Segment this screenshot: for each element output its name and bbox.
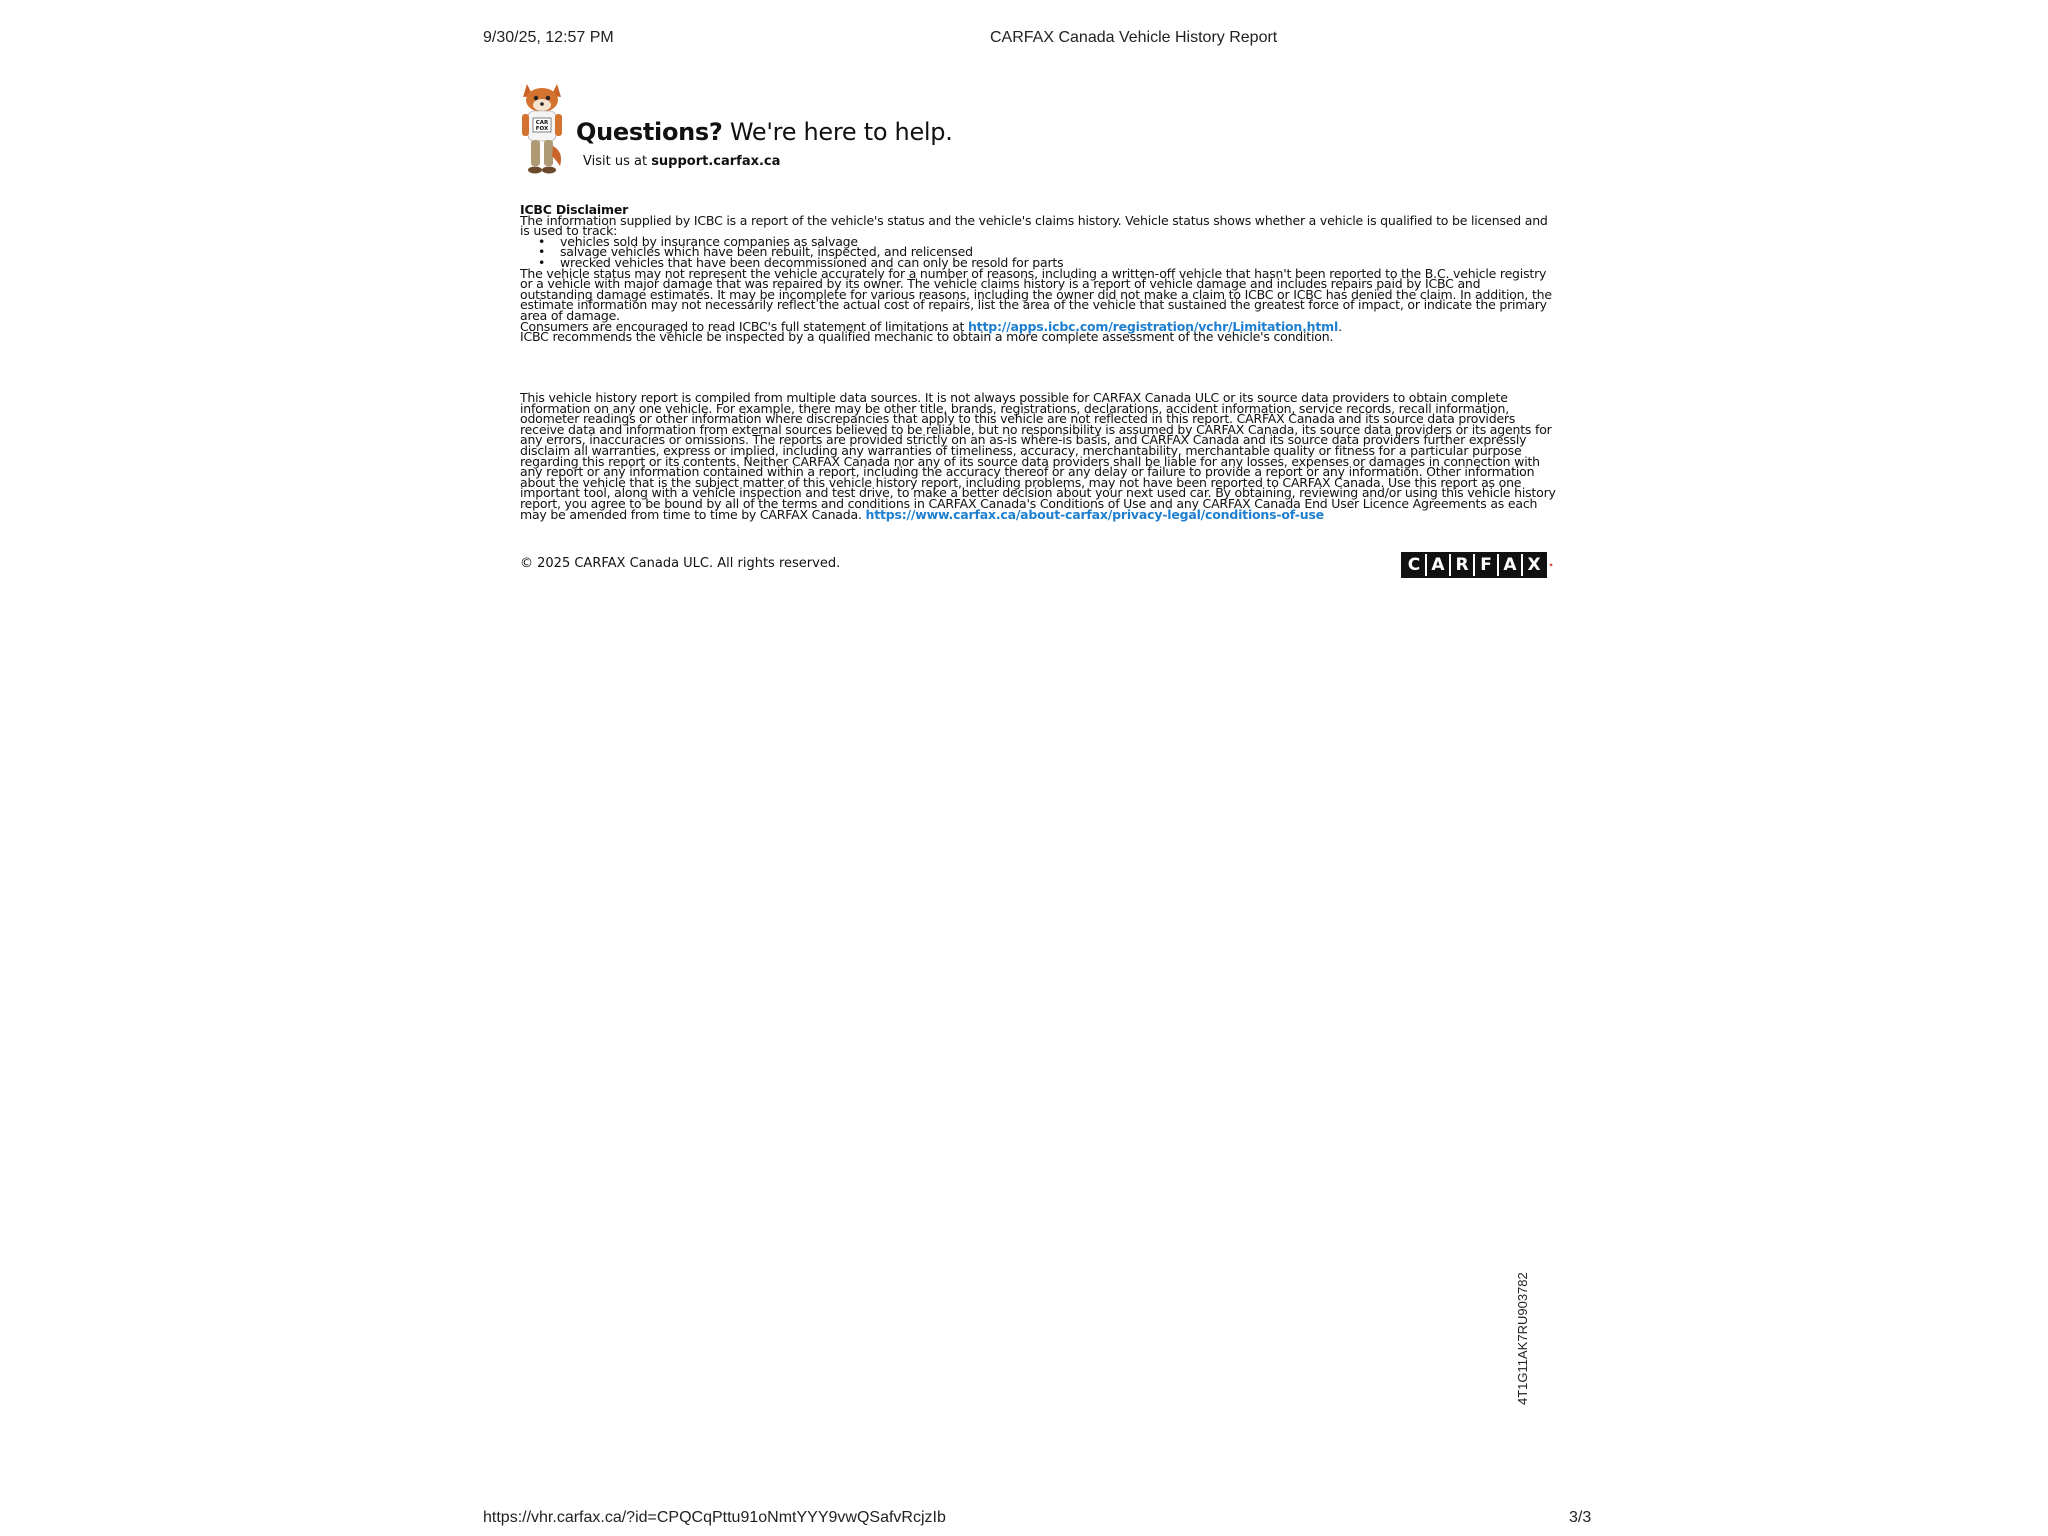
svg-text:CAR: CAR bbox=[535, 120, 549, 126]
legal-paragraph bbox=[520, 390, 1556, 522]
logo-letter: C bbox=[1403, 554, 1425, 576]
icbc-inspection-note: ICBC recommends the vehicle be inspected by a qualified mechanic to obtain a more complete assessment of the vehicle's condition. bbox=[520, 329, 1334, 345]
logo-letter: X bbox=[1523, 554, 1545, 576]
help-heading-rest: We're here to help. bbox=[722, 118, 953, 146]
help-heading-bold: Questions? bbox=[576, 118, 723, 146]
conditions-of-use-link[interactable]: https://www.carfax.ca/about-carfax/privacy-legal/conditions-of-use bbox=[865, 506, 1324, 522]
help-visit-line bbox=[583, 154, 780, 169]
help-heading bbox=[576, 118, 953, 146]
legal-disclaimer bbox=[520, 390, 1556, 522]
copyright-notice: © 2025 CARFAX Canada ULC. All rights reserved. bbox=[520, 556, 841, 571]
icbc-tracking-list bbox=[520, 233, 1554, 270]
icbc-limitations-link[interactable]: http://apps.icbc.com/registration/vchr/Limitation.html bbox=[967, 318, 1339, 334]
print-header-title: CARFAX Canada Vehicle History Report bbox=[990, 29, 1278, 46]
help-visit-prefix: Visit us at bbox=[583, 154, 652, 169]
icbc-status-note: The vehicle status may not represent the vehicle accurately for a number of reasons, including a written-off vehicle that hasn't been reported to the B.C. vehicle registry or a vehicle with major damage that was repaired by its owner. The vehicle claims history is a report of vehicle damage and includes repairs paid by ICBC and outstanding damage estimates. It may be incomplete for various reasons, including the owner did not make a claim to ICBC or ICBC has denied the claim. In addition, the estimate information may not necessarily reflect the actual cost of repairs, list the area of the vehicle that sustained the greatest force of impact, or indicate the primary area of damage. bbox=[520, 265, 1552, 323]
carfox-mascot-icon bbox=[518, 80, 566, 176]
print-footer-page-number: 3/3 bbox=[1569, 1509, 1592, 1526]
carfax-wordmark bbox=[1401, 552, 1547, 578]
carfax-canada-logo bbox=[1401, 553, 1553, 577]
print-footer-url: https://vhr.carfax.ca/?id=CPQCqPttu91oNmtYYY9vwQSafvRcjzIb bbox=[483, 1509, 946, 1526]
icbc-disclaimer-title: ICBC Disclaimer bbox=[520, 202, 629, 217]
svg-text:FOX: FOX bbox=[535, 126, 549, 132]
logo-letter: R bbox=[1451, 554, 1473, 576]
maple-leaf-icon bbox=[1549, 553, 1553, 577]
icbc-limitations-prefix: Consumers are encouraged to read ICBC's full statement of limitations at bbox=[520, 318, 968, 334]
print-header-datetime: 9/30/25, 12:57 PM bbox=[483, 29, 614, 46]
list-item: • vehicles sold by insurance companies as salvage bbox=[560, 237, 1554, 248]
logo-letter: A bbox=[1427, 554, 1449, 576]
icbc-disclaimer bbox=[520, 202, 1554, 345]
support-link[interactable]: support.carfax.ca bbox=[651, 154, 781, 169]
vin-vertical-label: 4T1G11AK7RU903782 bbox=[1515, 1272, 1530, 1405]
legal-text: This vehicle history report is compiled from multiple data sources. It is not always possible for CARFAX Canada ULC or its source data providers to obtain complete information on any one vehicle. For example, there may be other title, brands, registrations, declarations, accident information, service records, recall information, odometer readings or other information where discrepancies that apply to this vehicle are not reflected in this report. CARFAX Canada and its source data providers receive data and information from external sources believed to be reliable, but no responsibility is assumed by CARFAX Canada, its source data providers or its agents for any errors, inaccuracies or omissions. The reports are provided strictly on an as-is where-is basis, and CARFAX Canada and its source data providers further expressly disclaim all warranties, express or implied, including any warranties of timeliness, accuracy, merchantability, merchantable quality or fitness for a particular purpose regarding this report or its contents. Neither CARFAX Canada nor any of its source data providers shall be liable for any losses, expenses or damages in connection with any report or any information contained within a report, including the accuracy thereof or any delay or failure to provide a report or any information. Other information about the vehicle that is the subject matter of this vehicle history report, including problems, may not have been reported to CARFAX Canada. Use this report as one important tool, along with a vehicle inspection and test drive, to make a better decision about your next used car. By obtaining, reviewing and/or using this vehicle history report, you agree to be bound by all of the terms and conditions in CARFAX Canada's Conditions of Use and any CARFAX Canada End User Licence Agreements as each may be amended from time to time by CARFAX Canada. bbox=[520, 390, 1556, 522]
list-item: • wrecked vehicles that have been decommissioned and can only be resold for parts bbox=[560, 258, 1554, 269]
logo-letter: F bbox=[1475, 554, 1497, 576]
list-item: • salvage vehicles which have been rebuilt, inspected, and relicensed bbox=[560, 247, 1554, 258]
icbc-disclaimer-intro: The information supplied by ICBC is a report of the vehicle's status and the vehicle's claims history. Vehicle status shows whether a vehicle is qualified to be licensed and is used to track: bbox=[520, 212, 1548, 239]
help-section bbox=[518, 80, 998, 180]
icbc-limitations-suffix: . bbox=[1338, 318, 1342, 334]
logo-letter: A bbox=[1499, 554, 1521, 576]
